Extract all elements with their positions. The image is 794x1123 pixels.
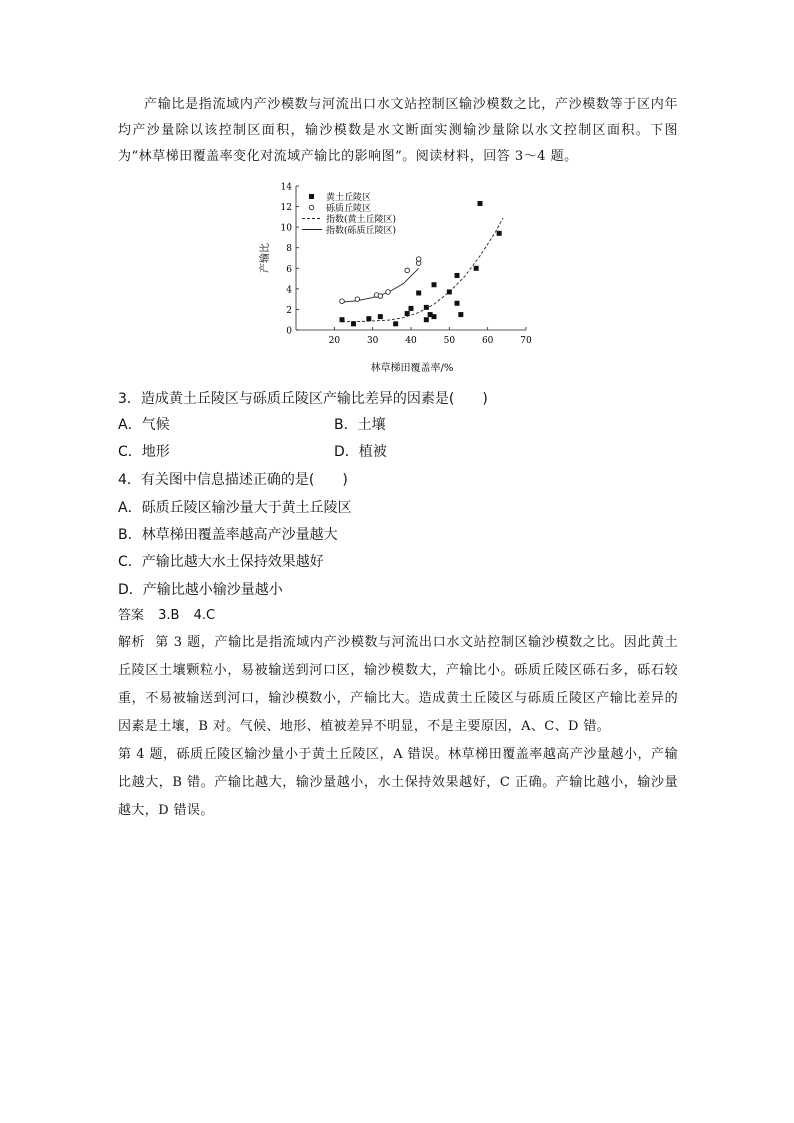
- y-tick-label: 8: [286, 244, 292, 255]
- y-tick-label: 0: [286, 326, 292, 337]
- question-3-stem: 3．造成黄土丘陵区与砾质丘陵区产输比差异的因素是( ): [118, 391, 488, 407]
- point-loess: [409, 306, 414, 311]
- q4-option-c: C．产输比越大水土保持效果越好: [118, 554, 324, 570]
- point-loess: [432, 282, 437, 287]
- point-gravel: [416, 257, 421, 262]
- answer-3: 3.B: [158, 608, 180, 623]
- x-tick-label: 30: [366, 336, 379, 346]
- legend-swatch-loess: [309, 194, 314, 199]
- point-loess: [378, 314, 383, 319]
- q3-option-b: B．土壤: [334, 417, 386, 433]
- intro-text: 产输比是指流域内产沙模数与河流出口水文站控制区输沙模数之比，产沙模数等于区内年均产沙量除以该控制区面积，输沙模数是水文断面实测输沙量除以水文控制区面积。下图为“林草梯田覆盖率变化对流域产输比的影响图”。阅读材料，回答 3～4 题。: [118, 97, 678, 164]
- x-tick-label: 40: [405, 336, 417, 346]
- point-gravel: [386, 290, 391, 295]
- point-loess: [455, 273, 460, 278]
- y-tick-label: 6: [286, 264, 292, 275]
- q3-option-c: C．地形: [118, 444, 170, 460]
- point-loess: [497, 231, 502, 236]
- question-4-stem: 4．有关图中信息描述正确的是( ): [118, 472, 348, 488]
- chart-axes: [281, 183, 532, 347]
- point-gravel: [340, 299, 345, 304]
- point-loess: [458, 312, 463, 317]
- point-gravel: [378, 294, 383, 299]
- legend-label: 砾质丘陵区: [326, 204, 372, 214]
- x-axis-label: 林草梯田覆盖率/%: [370, 363, 454, 374]
- point-loess: [424, 317, 429, 322]
- point-loess: [366, 316, 371, 321]
- point-gravel: [405, 268, 410, 273]
- chart-figure: [252, 180, 542, 375]
- point-loess: [405, 311, 410, 316]
- chart-legend: [302, 191, 396, 236]
- x-tick-label: 60: [481, 336, 494, 346]
- x-tick-label: 20: [328, 336, 341, 346]
- point-loess: [455, 301, 460, 306]
- answer-line: [118, 604, 225, 623]
- q4-option-d: D．产输比越小输沙量越小: [118, 582, 283, 598]
- legend-label: 指数(砾质丘陵区): [326, 226, 397, 236]
- explain-label: 解析: [118, 635, 146, 650]
- legend-swatch-gravel: [309, 205, 314, 210]
- point-loess: [432, 314, 437, 319]
- y-tick-label: 4: [286, 285, 292, 296]
- q3-option-d: D．植被: [334, 444, 387, 460]
- y-axis-label: 产输比: [260, 243, 271, 273]
- point-loess: [474, 266, 479, 271]
- explain-q3: 第 3 题，产输比是指流域内产沙模数与河流出口水文站控制区输沙模数之比。因此黄土丘陵区土壤颗粒小，易被输送到河口区，输沙模数大，产输比小。砾质丘陵区砾石多，砾石较重，不易被输送到河口，输沙模数小，产输比大。造成黄土丘陵区与砾质丘陵区产输比差异的因素是土壤，B 对。气候、地形、植被差异不明显，不是主要原因，A、C、D 错。: [118, 635, 678, 734]
- point-gravel: [355, 297, 360, 302]
- point-loess: [478, 201, 483, 206]
- explanation: [118, 629, 678, 825]
- y-tick-label: 14: [280, 182, 292, 193]
- q4-option-b: B．林草梯田覆盖率越高产沙量越大: [118, 527, 338, 543]
- y-tick-label: 12: [280, 203, 292, 214]
- x-tick-label: 50: [443, 336, 456, 346]
- intro-paragraph: [118, 92, 678, 170]
- point-loess: [424, 305, 429, 310]
- legend-label: 指数(黄土丘陵区): [326, 215, 397, 225]
- q4-option-a: A．砾质丘陵区输沙量大于黄土丘陵区: [118, 500, 352, 516]
- y-tick-label: 10: [280, 223, 292, 234]
- answer-4: 4.C: [193, 608, 216, 623]
- answer-label: 答案: [118, 608, 145, 623]
- point-loess: [351, 321, 356, 326]
- legend-label: 黄土丘陵区: [326, 193, 372, 203]
- point-loess: [340, 317, 345, 322]
- point-loess: [447, 289, 452, 294]
- y-tick-label: 2: [286, 305, 292, 316]
- explain-q4: 第 4 题，砾质丘陵区输沙量小于黄土丘陵区，A 错误。林草梯田覆盖率越高产沙量越小，产输比越大，B 错。产输比越大，输沙量越小，水土保持效果越好，C 正确。产输比越小，输沙量越大，D 错误。: [118, 747, 678, 818]
- point-loess: [416, 290, 421, 295]
- x-tick-label: 70: [520, 336, 532, 346]
- point-loess: [393, 321, 398, 326]
- q3-option-a: A．气候: [118, 417, 170, 433]
